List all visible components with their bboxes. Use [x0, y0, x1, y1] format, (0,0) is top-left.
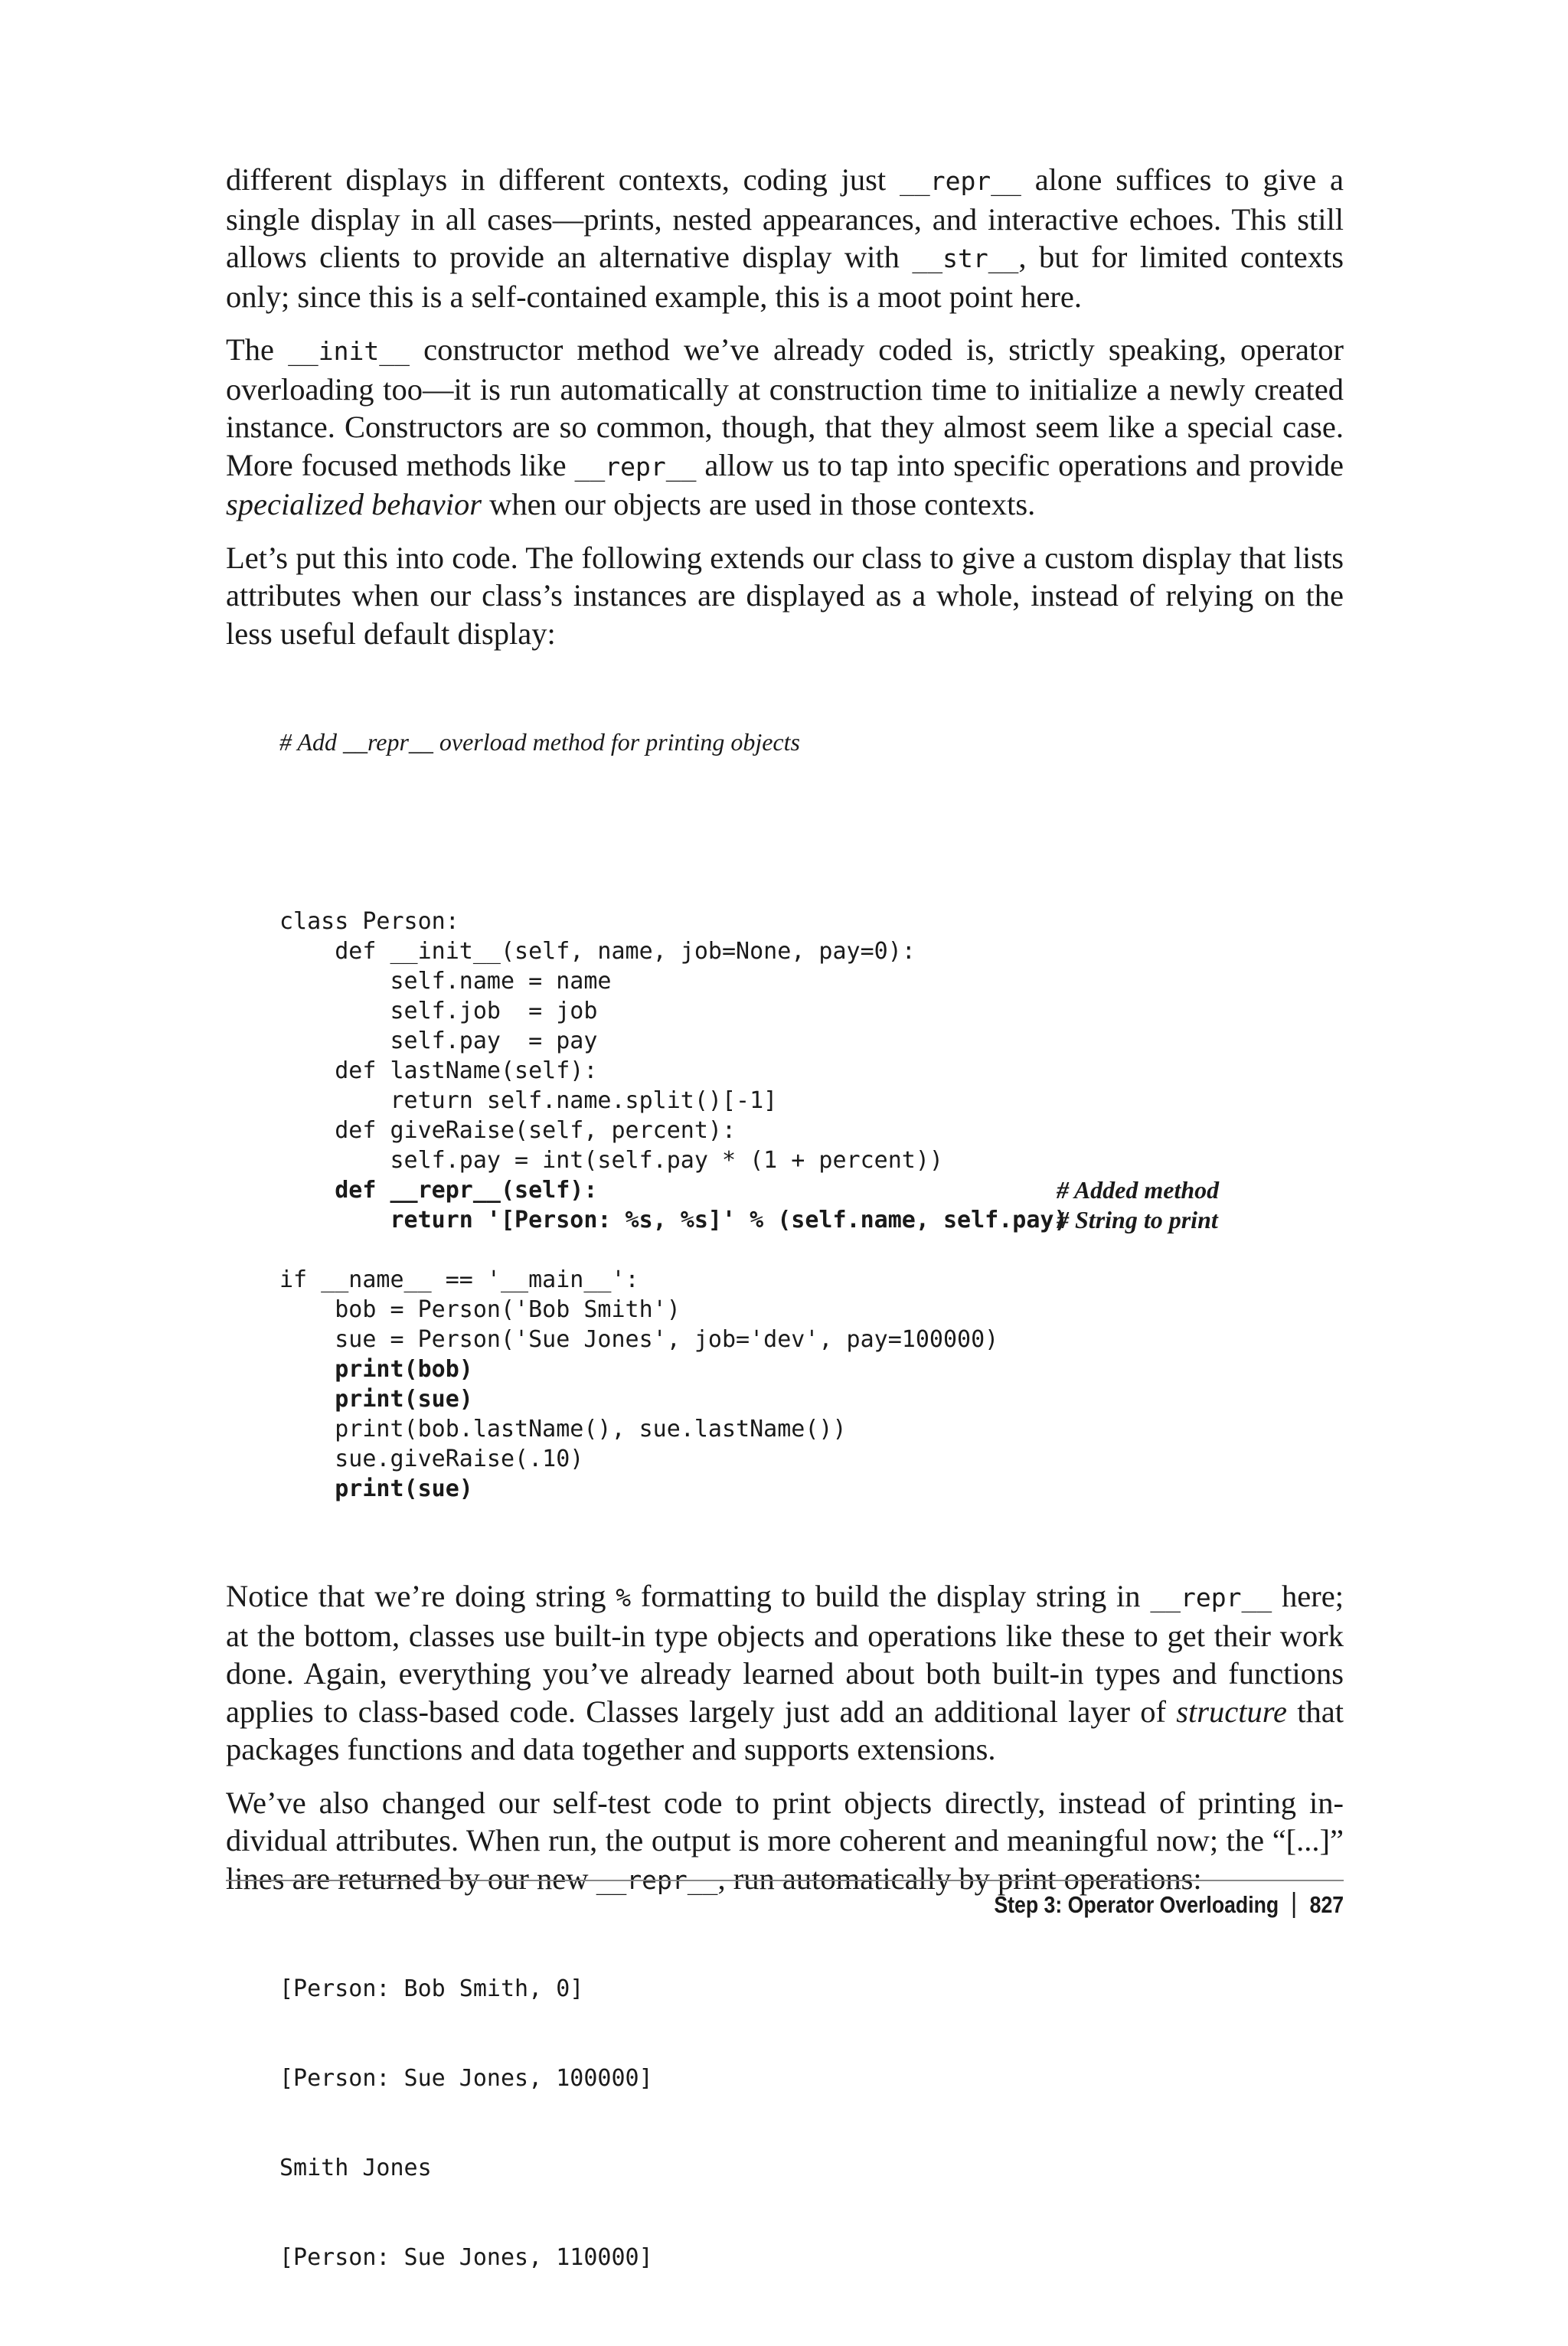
- code-line: [279, 1384, 1344, 1414]
- inline-code: __repr__: [1150, 1583, 1272, 1612]
- page-body: [226, 161, 1344, 2346]
- code-text: def lastName(self):: [279, 1057, 598, 1084]
- code-header-comment: # Add __repr__ overload method for printing objects: [279, 728, 800, 756]
- code-text: bob = Person('Bob Smith'): [279, 1296, 681, 1323]
- code-line: [279, 1474, 1344, 1504]
- code-comment: # Added method: [1057, 1176, 1220, 1204]
- paragraph-4: [226, 1577, 1344, 1769]
- blank-line: [279, 817, 1344, 847]
- paragraph-2: [226, 331, 1344, 524]
- code-line: [279, 1205, 1344, 1235]
- code-line: [279, 1295, 1344, 1325]
- code-line: [279, 966, 1344, 996]
- code-line: [279, 1145, 1344, 1175]
- page-footer: [994, 1891, 1344, 1919]
- code-text: return '[Person: %s, %s]' % (self.name, self.pay): [279, 1207, 1068, 1233]
- text: alone suffices to give a single display in all cases—prints, nested appearances, and interactive echoes. This still allows clients to provide an alternative display with: [226, 162, 1344, 274]
- text: , but for limited contexts only; since this is a self-contained example, this is a moot point here.: [226, 240, 1344, 314]
- code-lines: [279, 907, 1344, 1504]
- code-comment: # String to print: [1057, 1206, 1218, 1233]
- text: when our objects are used in those contexts.: [482, 487, 1036, 521]
- emphasis-text: specialized behavior: [226, 487, 482, 521]
- output-listing: [279, 1914, 1344, 2332]
- paragraph-1: [226, 161, 1344, 315]
- inline-code: __repr__: [596, 1864, 718, 1895]
- code-line: [279, 1116, 1344, 1145]
- code-text: print(bob.lastName(), sue.lastName()): [279, 1416, 847, 1443]
- output-line: [Person: Bob Smith, 0]: [279, 1975, 584, 2002]
- footer-section-title: Step 3: Operator Overloading: [994, 1891, 1279, 1918]
- code-text: print(sue): [279, 1475, 473, 1502]
- emphasis-text: structure: [1176, 1694, 1288, 1729]
- inline-code: __init__: [288, 336, 410, 366]
- code-line: [279, 1235, 1344, 1265]
- code-line: [279, 1354, 1344, 1384]
- text: that packages functions and data together and supports extensions.: [226, 1694, 1344, 1766]
- output-line: [Person: Sue Jones, 100000]: [279, 2065, 653, 2092]
- code-text: self.job = job: [279, 998, 598, 1024]
- footer-separator: [1293, 1892, 1295, 1918]
- paragraph-3: Let’s put this into code. The following extends our class to give a custom display that lists attributes when our class’s instances are displayed as a whole, instead of relying on the less useful default display:: [226, 540, 1344, 651]
- footer-divider: [226, 1880, 1344, 1881]
- code-text: self.name = name: [279, 968, 612, 995]
- code-text: if __name__ == '__main__':: [279, 1266, 639, 1293]
- code-text: sue = Person('Sue Jones', job='dev', pay=100000): [279, 1326, 999, 1353]
- text: different displays in different contexts, coding just: [226, 162, 900, 197]
- code-line: [279, 1086, 1344, 1116]
- text: formatting to build the display string in: [631, 1579, 1151, 1613]
- text: We’ve also changed our self-test code to print objects directly, instead of printing individual attributes. When run, the output is more coherent and meaningful now; the “[...]” lines are returned by our new: [226, 1785, 1344, 1896]
- inline-code: %: [616, 1583, 632, 1612]
- text: , run automatically by print operations:: [717, 1861, 1202, 1896]
- code-text: print(bob): [279, 1356, 473, 1383]
- code-line: [279, 1444, 1344, 1474]
- code-line: [279, 1325, 1344, 1354]
- output-line: Smith Jones: [279, 2155, 432, 2181]
- code-line: [279, 936, 1344, 966]
- code-text: def __repr__(self):: [279, 1177, 598, 1204]
- code-text: print(sue): [279, 1386, 473, 1413]
- code-text: self.pay = pay: [279, 1028, 598, 1054]
- code-line: [279, 907, 1344, 936]
- inline-code: __str__: [912, 243, 1019, 273]
- paragraph-5: [226, 1784, 1344, 1900]
- code-text: class Person:: [279, 908, 459, 935]
- text: The: [226, 332, 289, 367]
- text: allow us to tap into specific operations and provide: [696, 447, 1344, 482]
- code-line: [279, 1414, 1344, 1444]
- code-text: return self.name.split()[-1]: [279, 1087, 778, 1114]
- text: constructor method we’ve already coded is, strictly speaking, operator overloading too—it is run automatically at construction time to initialize a newly created instance. Constructors are so common, though, that they almost seem like a special case. More focused methods like: [226, 332, 1344, 482]
- code-text: self.pay = int(self.pay * (1 + percent)): [279, 1147, 943, 1174]
- code-text: def __init__(self, name, job=None, pay=0):: [279, 938, 916, 965]
- code-line: [279, 1175, 1344, 1205]
- page-number: 827: [1309, 1891, 1344, 1918]
- text: Notice that we’re doing string: [226, 1579, 616, 1613]
- code-line: [279, 1056, 1344, 1086]
- code-listing: [279, 668, 1344, 1563]
- code-text: def giveRaise(self, percent):: [279, 1117, 737, 1144]
- code-line: [279, 1265, 1344, 1295]
- code-line: [279, 996, 1344, 1026]
- output-line: [Person: Sue Jones, 110000]: [279, 2244, 653, 2271]
- inline-code: __repr__: [574, 451, 697, 482]
- code-text: sue.giveRaise(.10): [279, 1446, 584, 1472]
- inline-code: __repr__: [899, 166, 1021, 196]
- code-line: [279, 1026, 1344, 1056]
- text: here; at the bottom, classes use built-in type objects and operations like these to get their work done. Again, everything you’ve already learned about both built-in types and functions applies to class-based code. Classes largely just add an additional layer of: [226, 1579, 1344, 1729]
